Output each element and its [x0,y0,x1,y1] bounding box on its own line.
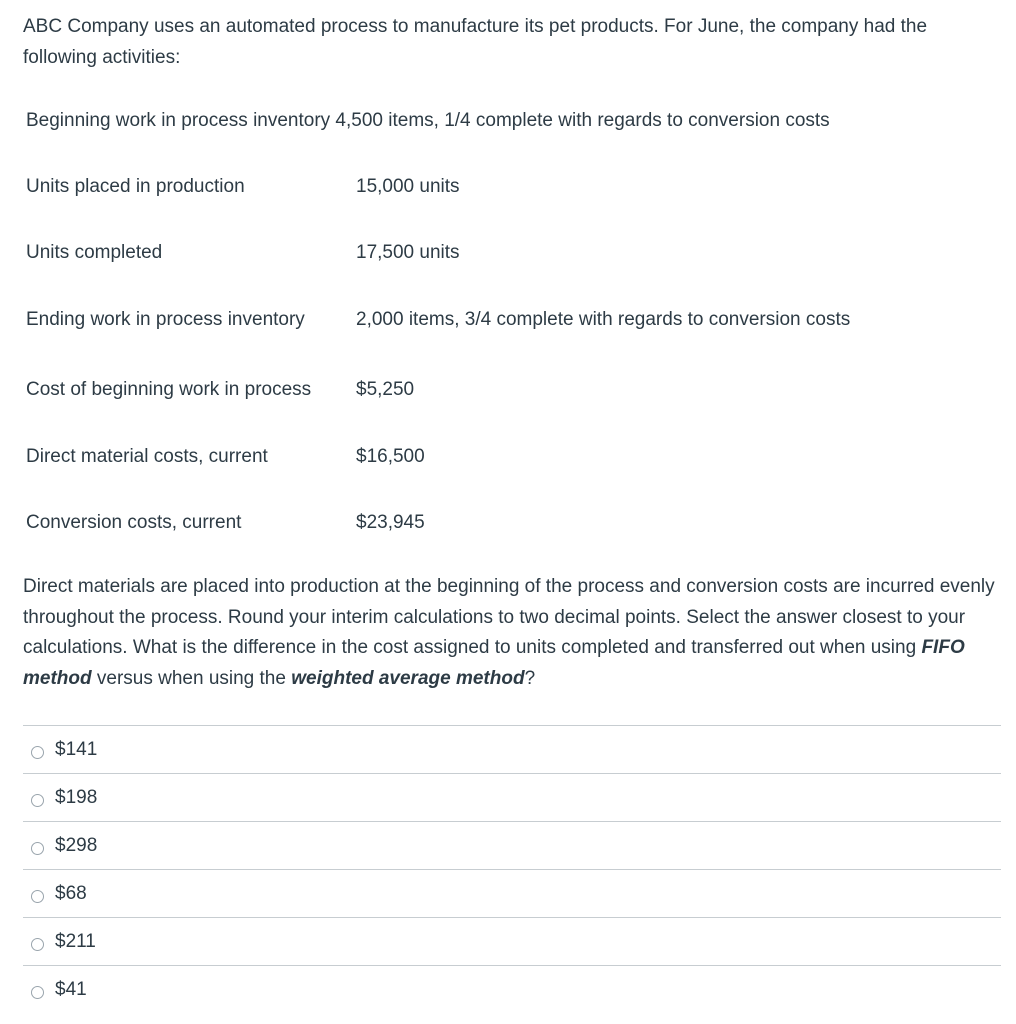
fifo-method-emphasis: FIFO method [23,637,965,689]
data-row-label: Units completed [26,242,163,263]
data-row-value: $16,500 [356,446,425,467]
beginning-wip-text: Beginning work in process inventory 4,500 items, 1/4 complete with regards to conversion costs [26,110,830,131]
prompt-text: versus when using the [91,667,292,689]
radio-button[interactable] [31,746,44,759]
answer-label[interactable]: $41 [55,979,87,1000]
data-row-value: $23,945 [356,512,425,533]
data-row-label: Cost of beginning work in process [26,379,312,400]
radio-button[interactable] [31,938,44,951]
radio-button[interactable] [31,842,44,855]
data-row-value: 15,000 units [356,176,460,197]
answer-options-list [23,725,1001,1013]
data-row-value: $5,250 [356,379,415,400]
answer-label[interactable]: $298 [55,835,98,856]
answer-option[interactable] [23,965,1001,1013]
data-row-value: 17,500 units [356,242,460,263]
question-intro: ABC Company uses an automated process to manufacture its pet products. For June, the company had the following activities: [23,16,928,68]
data-row-label: Units placed in production [26,176,245,197]
radio-button[interactable] [31,890,44,903]
prompt-text: ? [524,667,536,689]
answer-label[interactable]: $198 [55,787,98,808]
prompt-text: Direct materials are placed into production at the beginning of the process and conversion costs are incurred evenly throughout the process. Round your interim calculations to two decimal points. Select the answer closest to your calculations. What is the difference in the cost assigned to units completed and transferred out when using [23,576,995,658]
answer-label[interactable]: $211 [55,931,96,952]
data-row-label: Ending work in process inventory [26,309,305,330]
answer-option[interactable] [23,773,1001,821]
data-row-label: Conversion costs, current [26,512,242,533]
answer-option[interactable] [23,869,1001,917]
weighted-average-emphasis: weighted average method [291,667,525,689]
question-prompt [23,572,998,694]
data-row-label: Direct material costs, current [26,446,268,467]
radio-button[interactable] [31,986,44,999]
answer-option[interactable] [23,725,1001,773]
answer-option[interactable] [23,917,1001,965]
answer-label[interactable]: $141 [55,739,98,760]
data-row-value: 2,000 items, 3/4 complete with regards to conversion costs [356,309,851,330]
answer-option[interactable] [23,821,1001,869]
answer-label[interactable]: $68 [55,883,87,904]
radio-button[interactable] [31,794,44,807]
